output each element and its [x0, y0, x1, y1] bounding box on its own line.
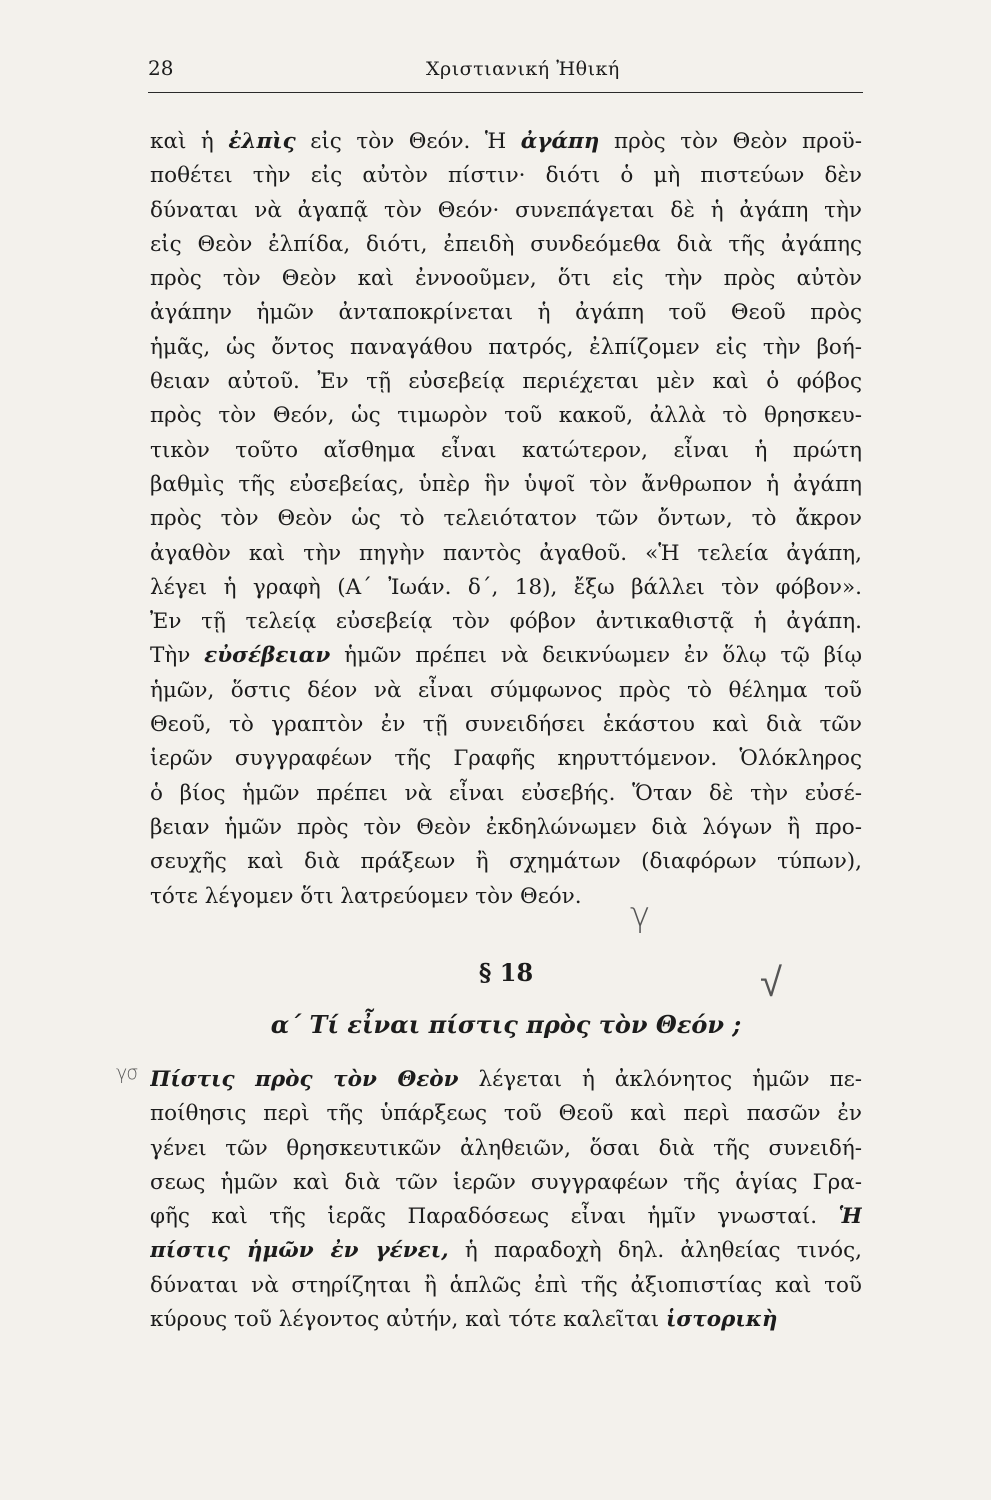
emphasized-term: Ἡ [838, 1204, 862, 1230]
text-line [150, 845, 862, 879]
text-line [150, 399, 862, 433]
emphasized-term: ἀγάπη [520, 129, 600, 154]
margin-note: γσ [116, 1062, 138, 1084]
text-line [150, 1097, 862, 1131]
text-run: σεως ἡμῶν καὶ διὰ τῶν ἱερῶν συγγραφέων τῆς ἁγίας Γρα- [150, 1169, 862, 1195]
text-run: λέγει ἡ γραφὴ (Α΄ Ἰωάν. δ΄, 18), ἔξω βάλλει τὸν φόβον». [150, 574, 862, 600]
text-line [150, 331, 862, 365]
text-run: πρὸς τὸν Θεὸν προϋ- [599, 129, 862, 154]
text-line [150, 159, 862, 193]
text-run: ποίθησις περὶ τῆς ὑπάρξεως τοῦ Θεοῦ καὶ περὶ πασῶν ἐν [150, 1101, 862, 1127]
page-number: 28 [148, 56, 174, 80]
margin-tick-mark: √ [760, 960, 782, 1006]
section-number: § 18 [478, 958, 534, 987]
text-run: ἡμᾶς, ὡς ὄντος παναγάθου πατρός, ἐλπίζομεν εἰς τὴν βοή- [150, 334, 862, 360]
page-header [148, 56, 863, 93]
text-run: δύναται νὰ στηρίζηται ἢ ἁπλῶς ἐπὶ τῆς ἀξιοπιστίας καὶ τοῦ [150, 1272, 862, 1298]
text-run: εἰς Θεὸν ἐλπίδα, διότι, ἐπειδὴ συνδεόμεθα διὰ τῆς ἀγάπης [150, 231, 862, 257]
emphasized-term: εὐσέβειαν [204, 643, 331, 669]
text-line [150, 1063, 862, 1097]
text-run: δύναται νὰ ἀγαπᾷ τὸν Θεόν· συνεπάγεται δὲ ἡ ἀγάπη τὴν [150, 197, 862, 223]
text-line [150, 880, 862, 914]
text-run: τικὸν τοῦτο αἴσθημα εἶναι κατώτερον, εἶναι ἡ πρώτη [150, 437, 862, 463]
text-line [150, 1269, 862, 1303]
text-line [150, 1132, 862, 1166]
text-run: ἡμῶν πρέπει νὰ δεικνύωμεν ἐν ὅλῳ τῷ βίῳ [330, 643, 862, 669]
text-run: κύρους τοῦ λέγοντος αὐτήν, καὶ τότε καλεῖται [150, 1307, 666, 1333]
running-title: Χριστιανική Ἠθική [426, 58, 620, 80]
text-line [150, 777, 862, 811]
text-line [150, 1303, 862, 1337]
text-run: πρὸς τὸν Θεὸν καὶ ἐννοοῦμεν, ὅτι εἰς τὴν πρὸς αὐτὸν [150, 266, 862, 292]
text-run: ἀγάπην ἡμῶν ἀνταποκρίνεται ἡ ἀγάπη τοῦ Θεοῦ πρὸς [150, 300, 862, 326]
text-run: πρὸς τὸν Θεὸν ὡς τὸ τελειότατον τῶν ὄντων, τὸ ἄκρον [150, 506, 862, 532]
margin-check-mark: γ [630, 895, 651, 935]
text-run: βαθμὶς τῆς εὐσεβείας, ὑπὲρ ἣν ὑψοῖ τὸν ἄνθρωπον ἡ ἀγάπη [150, 471, 862, 497]
paragraph-body-1 [150, 125, 862, 914]
text-run: ἀγαθὸν καὶ τὴν πηγὴν παντὸς ἀγαθοῦ. «Ἡ τελεία ἀγάπη, [150, 540, 862, 566]
text-line [150, 194, 862, 228]
text-line [150, 365, 862, 399]
text-line [150, 125, 862, 159]
text-run: ὁ βίος ἡμῶν πρέπει νὰ εἶναι εὐσεβής. Ὅταν δὲ τὴν εὐσέ- [150, 780, 862, 806]
text-run: βειαν ἡμῶν πρὸς τὸν Θεὸν ἐκδηλώνωμεν διὰ λόγων ἢ προ- [150, 814, 862, 840]
section-title: α΄ Τί εἶναι πίστις πρὸς τὸν Θεόν ; [270, 1010, 742, 1039]
text-line [150, 811, 862, 845]
emphasized-term: Πίστις πρὸς τὸν Θεὸν [150, 1067, 459, 1092]
text-line [150, 502, 862, 536]
text-line [150, 296, 862, 330]
text-run: λέγεται ἡ ἀκλόνητος ἡμῶν πε- [458, 1067, 862, 1092]
text-run: πρὸς τὸν Θεόν, ὡς τιμωρὸν τοῦ κακοῦ, ἀλλὰ τὸ θρησκευ- [150, 403, 862, 429]
text-line [150, 639, 862, 673]
text-run: ἡ παραδοχὴ δηλ. ἀληθείας τινός, [448, 1238, 862, 1264]
text-line [150, 537, 862, 571]
text-line [150, 708, 862, 742]
text-line [150, 228, 862, 262]
text-line [150, 571, 862, 605]
paragraph-body-2 [150, 1063, 862, 1337]
text-line [150, 434, 862, 468]
text-run: ἡμῶν, ὅστις δέον νὰ εἶναι σύμφωνος πρὸς τὸ θέλημα τοῦ [150, 677, 862, 703]
text-line [150, 1166, 862, 1200]
text-run: φῆς καὶ τῆς ἱερᾶς Παραδόσεως εἶναι ἡμῖν γνωσταί. [150, 1204, 839, 1230]
emphasized-term: ἐλπὶς [228, 129, 296, 154]
emphasized-term: ἱστορικὴ [665, 1307, 778, 1333]
text-run: γένει τῶν θρησκευτικῶν ἀληθειῶν, ὅσαι διὰ τῆς συνειδή- [150, 1135, 862, 1161]
text-line [150, 468, 862, 502]
text-run: εἰς τὸν Θεόν. Ἡ [295, 129, 521, 154]
text-run: Θεοῦ, τὸ γραπτὸν ἐν τῇ συνειδήσει ἑκάστου καὶ διὰ τῶν [150, 712, 862, 738]
text-line [150, 262, 862, 296]
text-line [150, 1234, 862, 1268]
text-run: ἱερῶν συγγραφέων τῆς Γραφῆς κηρυττόμενον. Ὁλόκληρος [150, 746, 862, 772]
text-run: Ἐν τῇ τελείᾳ εὐσεβείᾳ τὸν φόβον ἀντικαθιστᾷ ἡ ἀγάπη. [150, 609, 862, 635]
emphasized-term: πίστις ἡμῶν ἐν γένει, [150, 1238, 449, 1264]
text-line [150, 742, 862, 776]
text-run: σευχῆς καὶ διὰ πράξεων ἢ σχημάτων (διαφόρων τύπων), [150, 849, 862, 875]
text-run: τότε λέγομεν ὅτι λατρεύομεν τὸν Θεόν. [150, 883, 582, 909]
text-line [150, 674, 862, 708]
text-line [150, 1200, 862, 1234]
text-line [150, 605, 862, 639]
text-run: ποθέτει τὴν εἰς αὐτὸν πίστιν· διότι ὁ μὴ πιστεύων δὲν [150, 163, 862, 189]
text-run: καὶ ἡ [150, 129, 229, 154]
text-run: Τὴν [150, 643, 205, 669]
text-run: θειαν αὐτοῦ. Ἐν τῇ εὐσεβείᾳ περιέχεται μὲν καὶ ὁ φόβος [150, 369, 862, 395]
